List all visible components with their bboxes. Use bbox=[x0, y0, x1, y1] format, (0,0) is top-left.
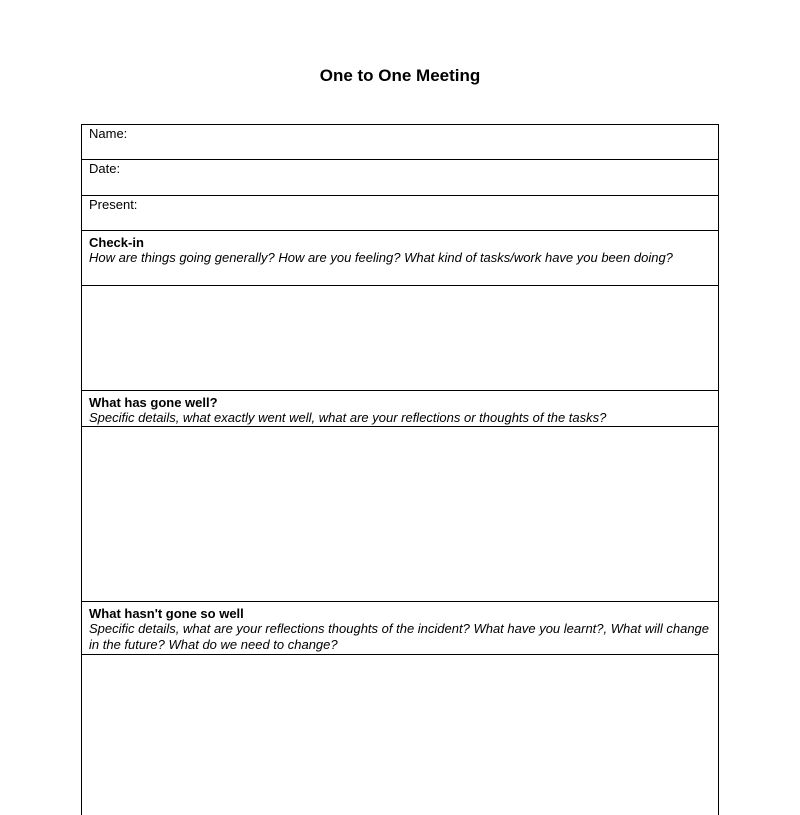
check-in-prompt: How are things going generally? How are you feeling? What kind of tasks/work have you been doing? bbox=[89, 250, 673, 265]
check-in-header-row bbox=[82, 231, 718, 286]
name-label: Name: bbox=[89, 126, 128, 141]
not-gone-well-heading: What hasn't gone so well bbox=[89, 606, 244, 621]
not-gone-well-header-row bbox=[82, 602, 718, 655]
present-label: Present: bbox=[89, 197, 138, 212]
check-in-answer-area[interactable] bbox=[82, 286, 718, 391]
date-row[interactable] bbox=[82, 160, 718, 196]
present-row[interactable] bbox=[82, 196, 718, 231]
gone-well-answer-area[interactable] bbox=[82, 427, 718, 602]
check-in-heading: Check-in bbox=[89, 235, 144, 250]
name-row[interactable] bbox=[82, 125, 718, 160]
meeting-form-table bbox=[81, 124, 719, 815]
gone-well-prompt: Specific details, what exactly went well, what are your reflections or thoughts of the tasks? bbox=[89, 410, 607, 425]
document-title: One to One Meeting bbox=[319, 66, 481, 85]
not-gone-well-prompt: Specific details, what are your reflections thoughts of the incident? What have you learnt?, What will change in the future? What do we need to change? bbox=[89, 621, 710, 652]
gone-well-header-row bbox=[82, 391, 718, 427]
gone-well-heading: What has gone well? bbox=[89, 395, 218, 410]
not-gone-well-answer-area[interactable] bbox=[82, 655, 718, 815]
date-label: Date: bbox=[89, 161, 121, 176]
